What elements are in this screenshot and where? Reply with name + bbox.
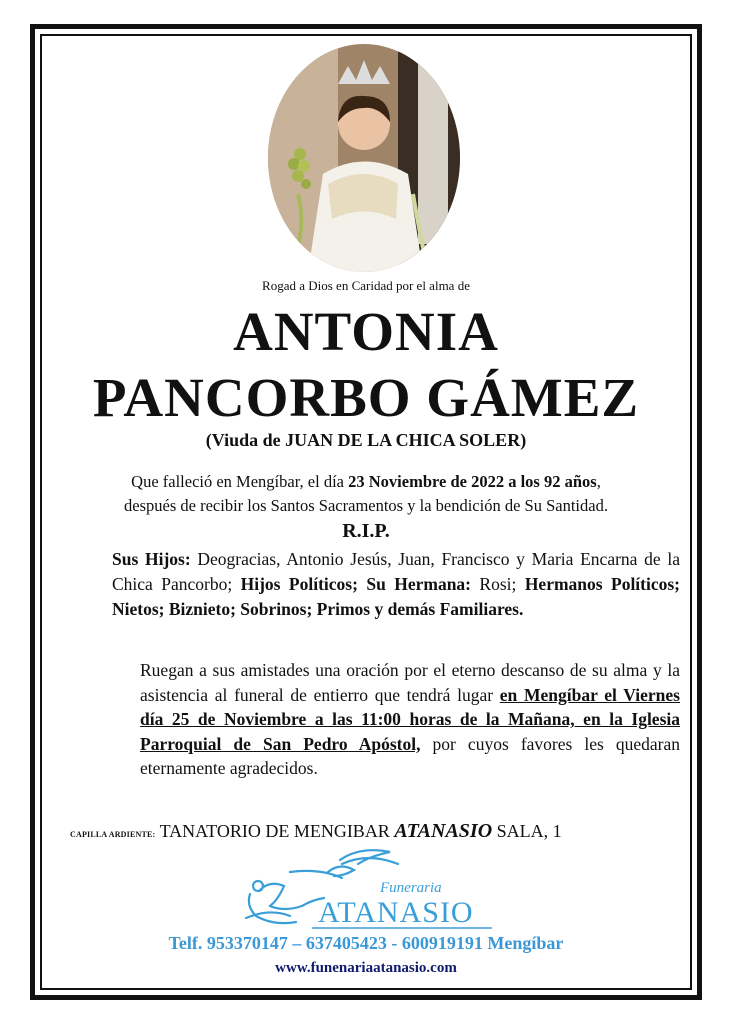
website-link[interactable]: www.funenariaatanasio.com [275, 960, 457, 976]
death-line1-pre: Que falleció en Mengíbar, el día [131, 472, 349, 491]
intro-text: Rogad a Dios en Caridad por el alma de [262, 278, 470, 293]
funeraria-logo [230, 842, 500, 934]
ceremony-text2: por cuyos favores les quedaran eternamente agradecidos. [140, 733, 681, 778]
phone-numbers: Telf. 953370147 – 637405423 - 600919191 Mengíbar [168, 933, 564, 953]
chapel-place: TANATORIO DE MENGIBAR [155, 821, 395, 841]
family-list [112, 547, 680, 622]
memorial-photo [268, 44, 460, 272]
hijos-names: Deogracias, Antonio Jesús, Juan, Francisco y Maria Encarna de la Chica Pancorbo; [112, 549, 680, 594]
hermana-name: Rosi; [471, 574, 525, 594]
logo-main-text: ATANASIO [318, 896, 474, 929]
hijos-politicos: Hijos Políticos; [240, 574, 358, 594]
ceremony-details: en Mengíbar el Viernes día 25 de Noviembre a las 11:00 horas de la Mañana, en la Iglesia Parroquial de San Pedro Apóstol, [140, 684, 680, 754]
death-line2: después de recibir los Santos Sacramentos y la bendición de Su Santidad. [124, 496, 608, 515]
widow-of: (Viuda de JUAN DE LA CHICA SOLER) [205, 430, 527, 450]
logo-top-text: Funeraria [380, 880, 442, 896]
hijos-label: Sus Hijos: [112, 549, 191, 569]
death-line1-post: , [596, 472, 601, 491]
deceased-surnames: PANCORBO GÁMEZ [92, 367, 640, 428]
chapel-info [70, 820, 670, 843]
ceremony-text1: Ruegan a sus amistades una oración por el eterno descanso de su alma y la asistencia al funeral de entierro que tendrá lugar [140, 660, 680, 705]
ceremony-text [140, 658, 680, 781]
death-date-age: 23 Noviembre de 2022 a los 92 años [348, 472, 597, 491]
chapel-brand: ATANASIO [394, 820, 493, 842]
chapel-room: SALA, 1 [492, 821, 562, 841]
hermana-label: Su Hermana: [357, 574, 472, 594]
deceased-first-name: ANTONIA [233, 301, 499, 362]
family-rest: Hermanos Políticos; Nietos; Biznieto; Sobrinos; Primos y demás Familiares. [112, 574, 681, 619]
chapel-label: CAPILLA ARDIENTE: [70, 830, 156, 839]
death-notice [70, 470, 662, 518]
rip: R.I.P. [342, 520, 390, 542]
